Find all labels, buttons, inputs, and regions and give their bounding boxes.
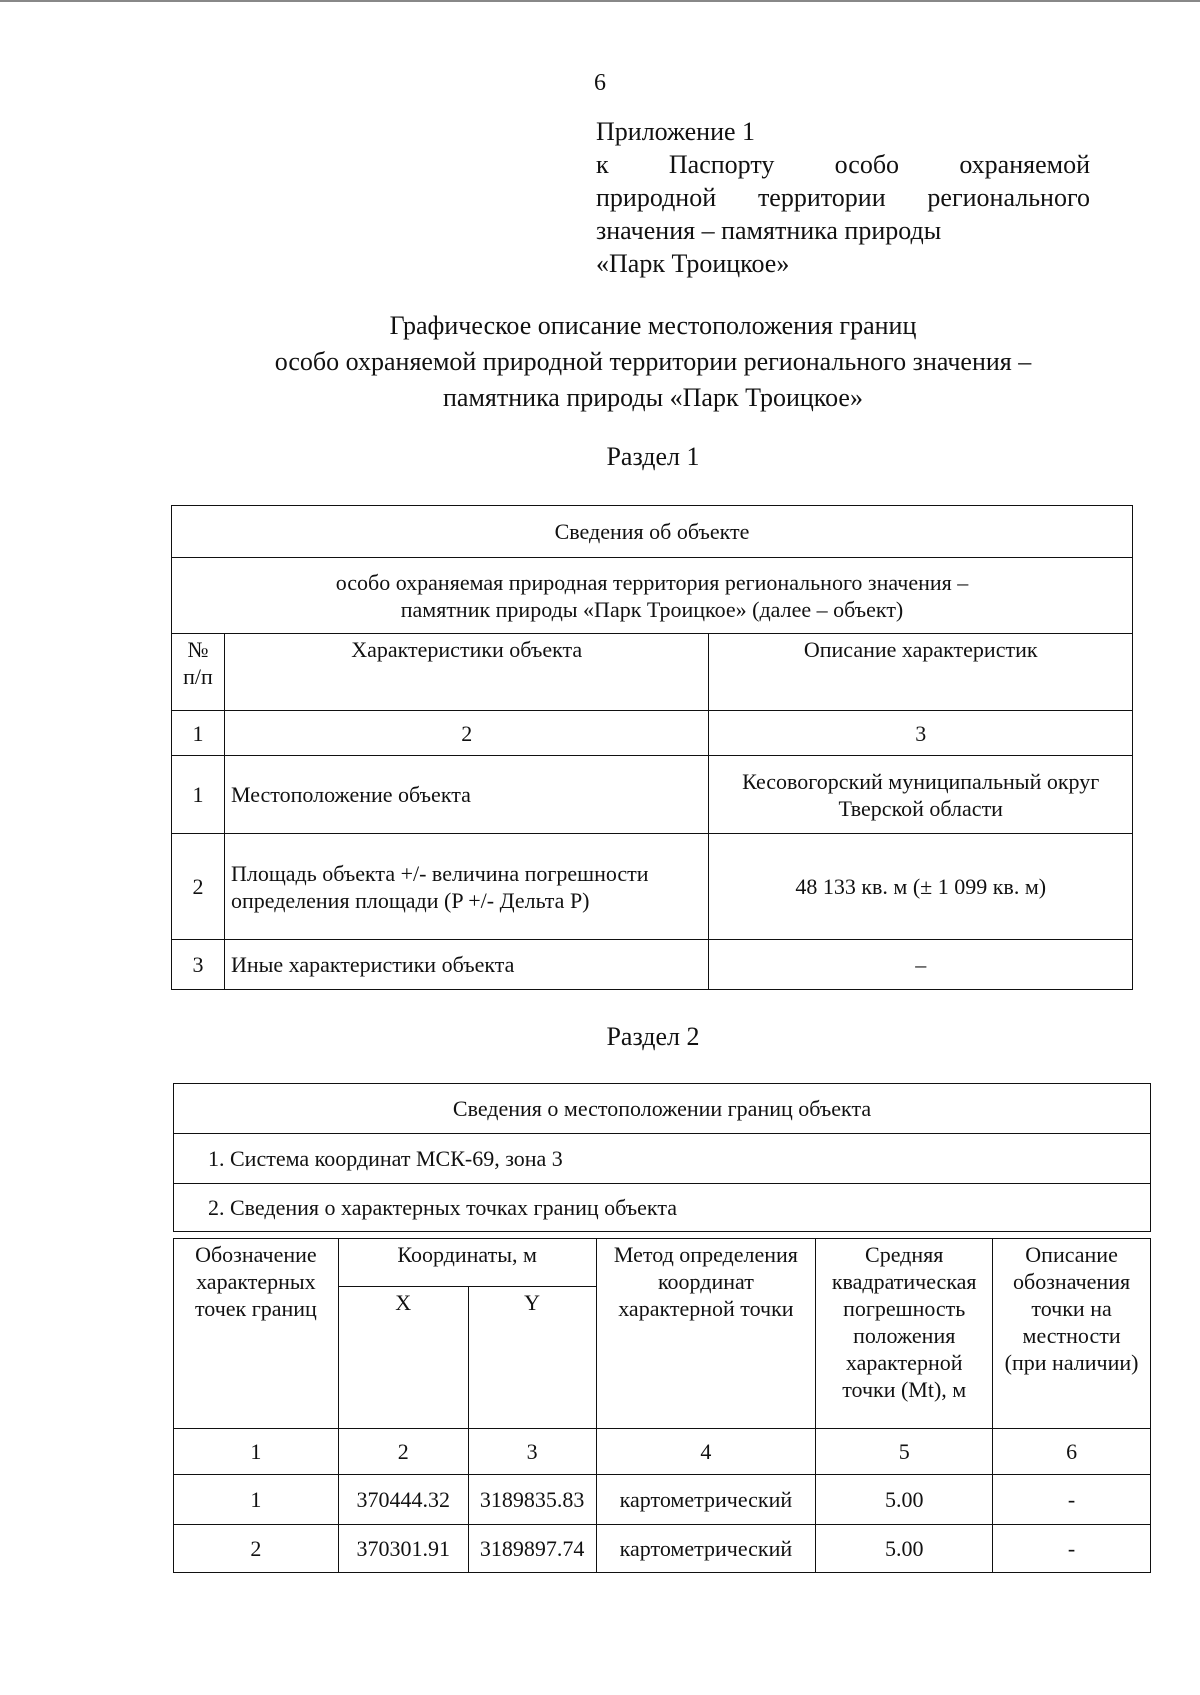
point-description: - [993,1525,1151,1573]
boundary-info-table [173,1083,1151,1232]
object-description-line-1: особо охраняемая природная территория регионального значения – [335,569,969,595]
coordinate-system: 1. Система координат МСК-69, зона 3 [174,1134,1151,1184]
heading-line-3: памятника природы «Парк Троицкое» [443,383,863,412]
col-number: 2 [338,1429,468,1475]
header-characteristic: Характеристики объекта [224,634,708,711]
header-point: Обозначение характерных точек границ [174,1239,339,1429]
boundary-points-table [173,1238,1151,1573]
header-description: Описание характеристик [709,634,1133,711]
top-border-line [0,0,1200,2]
col-number: 6 [993,1429,1151,1475]
row-description: Кесовогорский муниципальный округ Тверской области [709,756,1133,834]
row-description: 48 133 кв. м (± 1 099 кв. м) [709,834,1133,940]
heading-line-2: особо охраняемой природной территории регионального значения – [274,347,1032,376]
header-desc: Описание обозначения точки на местности (при наличии) [993,1239,1151,1429]
method: картометрический [596,1525,816,1573]
point-description: - [993,1475,1151,1525]
boundary-points-caption: 2. Сведения о характерных точках границ объекта [174,1184,1151,1232]
col-number: 3 [468,1429,596,1475]
table-row [172,834,1133,940]
row-num: 2 [172,834,225,940]
appendix-block [596,115,1090,280]
header-num: № п/п [172,634,225,711]
row-characteristic: Местоположение объекта [224,756,708,834]
point-id: 2 [174,1525,339,1573]
appendix-line-2: природной территории регионального [596,183,1090,212]
header-y: Y [468,1287,596,1429]
col-number: 1 [174,1429,339,1475]
table-row [174,1525,1151,1573]
method: картометрический [596,1475,816,1525]
page-number: 6 [594,70,606,96]
boundary-table-title: Сведения о местоположении границ объекта [174,1084,1151,1134]
coord-y: 3189835.83 [468,1475,596,1525]
object-description [172,558,1133,634]
table-row [172,756,1133,834]
table-row [172,940,1133,990]
document-heading [0,308,1200,416]
col-number: 2 [224,711,708,756]
mean-error: 5.00 [816,1525,993,1573]
coord-y: 3189897.74 [468,1525,596,1573]
col-number: 3 [709,711,1133,756]
object-info-table [171,505,1133,990]
col-number: 1 [172,711,225,756]
col-number: 5 [816,1429,993,1475]
table-row [174,1475,1151,1525]
mean-error: 5.00 [816,1475,993,1525]
appendix-line-4: «Парк Троицкое» [596,249,790,278]
point-id: 1 [174,1475,339,1525]
appendix-line-3: значения – памятника природы [596,216,942,245]
row-num: 3 [172,940,225,990]
col-number: 4 [596,1429,816,1475]
appendix-line-1: к Паспорту особо охраняемой [596,150,1090,179]
coord-x: 370301.91 [338,1525,468,1573]
object-description-line-2: памятник природы «Парк Троицкое» (далее – объект) [400,596,904,622]
coord-x: 370444.32 [338,1475,468,1525]
section-2-title: Раздел 2 [606,1022,700,1051]
header-coords: Координаты, м [338,1239,596,1287]
header-method: Метод определения координат характерной точки [596,1239,816,1429]
object-info-table-title: Сведения об объекте [172,506,1133,558]
row-characteristic: Площадь объекта +/- величина погрешности определения площади (P +/- Дельта P) [224,834,708,940]
header-x: X [338,1287,468,1429]
heading-line-1: Графическое описание местоположения границ [389,311,917,340]
header-error: Средняя квадратическая погрешность положения характерной точки (Mt), м [816,1239,993,1429]
appendix-title: Приложение 1 [596,117,756,146]
row-characteristic: Иные характеристики объекта [224,940,708,990]
row-num: 1 [172,756,225,834]
section-1-title: Раздел 1 [606,442,700,471]
row-description: – [709,940,1133,990]
